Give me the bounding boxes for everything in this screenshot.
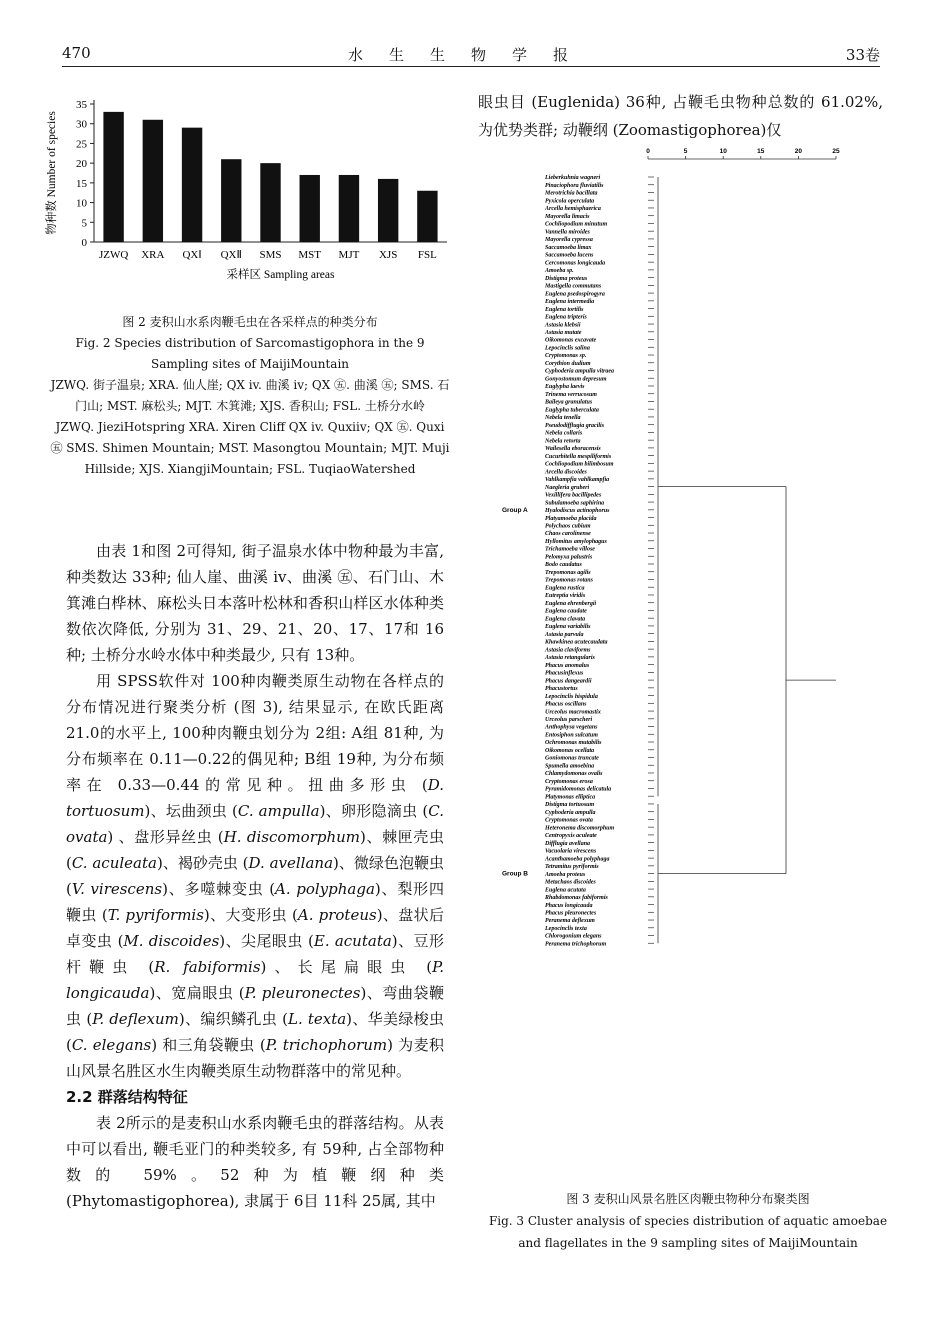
- species-label: Astasia claviforms: [545, 647, 591, 654]
- species-label: Urceolus macromastix: [545, 709, 601, 716]
- bar-FSL: [417, 191, 437, 242]
- species-label: Oikomonas ocellata: [545, 747, 595, 754]
- dendro-tick-label: 0: [646, 148, 650, 155]
- species-label: Urceolus parscheri: [545, 717, 593, 723]
- species-label: Vacuolaria virescens: [545, 848, 597, 855]
- species-label: Pyramidomonas delicatula: [545, 786, 612, 793]
- group-b-label: Group B: [502, 870, 528, 878]
- bar-QXⅡ: [221, 159, 241, 242]
- y-axis-label: 物种数 Number of species: [46, 111, 58, 235]
- species-label: Heteronema discomorphum: [545, 825, 615, 832]
- y-tick-label: 30: [76, 118, 87, 131]
- x-axis-label: 采样区 Sampling areas: [226, 269, 335, 281]
- right-paragraph: 眼虫目 (Euglenida) 36种, 占鞭毛虫物种总数的 61.02%, 为优势类群; 动鞭纲 (Zoomastigophorea)仅: [478, 93, 883, 139]
- species-label: Cochliopodium minutum: [545, 221, 608, 228]
- species-label: Cryptomonas ovata: [545, 817, 593, 824]
- species-label: Saccamoeba limax: [545, 244, 592, 251]
- species-label: Euglena acutata: [545, 887, 586, 894]
- figure-2-caption: [50, 312, 450, 480]
- y-tick-label: 20: [76, 158, 87, 171]
- species-label: Astasia klebsii: [545, 322, 581, 329]
- fig2-abbr-en: JZWQ. JieziHotspring XRA. Xiren Cliff QX iv. Quxiiv; QX ㊄. Quxi ㊄ SMS. Shimen Mountain; MST. Masongtou Mountain; MJT. Muji Hillside; XJS. XiangjiMountain; FSL. TuqiaoWatershed: [50, 420, 450, 476]
- y-tick-label: 15: [76, 177, 87, 190]
- species-label: Nebela collaris: [545, 430, 583, 437]
- species-label: Arcella hemisphaerica: [545, 206, 601, 213]
- paragraph-1: 由表 1和图 2可得知, 街子温泉水体中物种最为丰富, 种类数达 33种; 仙人崖、曲溪 iv、曲溪 ㊄、石门山、木箕滩白桦林、麻松头日本落叶松林和香积山样区水体种类数依次降低, 分别为 31、29、21、20、17、17和 16种; 土桥分水岭水体中种类最少, 只有 13种。: [66, 542, 444, 664]
- species-label: Distigma proteus: [545, 275, 588, 282]
- species-label: Euglena psedospirogyra: [545, 291, 605, 298]
- species-label: Rhabdomonas fabiformis: [545, 895, 608, 902]
- species-label: Phacus dangeardii: [545, 678, 592, 685]
- species-label: Polychaos cubium: [545, 523, 591, 530]
- x-tick-label: QXⅡ: [220, 249, 242, 261]
- dendro-tick-label: 20: [794, 148, 803, 155]
- dendro-tick-label: 15: [757, 148, 765, 155]
- x-tick-label: JZWQ: [98, 249, 129, 261]
- dendro-tick-label: 10: [719, 148, 727, 155]
- species-label: Saccamoeba lucens: [545, 252, 594, 259]
- y-tick-label: 25: [76, 138, 87, 151]
- species-label: Euglena variabilis: [545, 624, 591, 631]
- species-label: Pinaciophora fluviatilis: [545, 182, 604, 189]
- species-label: Cercomonas longicauda: [545, 260, 606, 267]
- species-label: Metachaos discoides: [545, 879, 596, 886]
- species-label: Khawkinea acutecaudata: [545, 639, 608, 646]
- species-label: Cryptomonas sp.: [545, 353, 587, 360]
- species-label: Trichamoeba villose: [545, 546, 595, 553]
- x-tick-label: XRA: [141, 249, 165, 261]
- species-label: Peranema deflexum: [545, 918, 595, 925]
- species-label: Eutreptia viridis: [545, 593, 586, 600]
- species-label: Mayorella cypressa: [545, 237, 593, 244]
- right-column-text: [478, 88, 883, 144]
- species-label: Cyphoderia ampulla: [545, 809, 596, 816]
- left-column-text: [66, 538, 444, 1214]
- species-label: Spumella amoebina: [545, 763, 595, 770]
- species-label: Nebela tenella: [545, 415, 581, 422]
- species-label: Arcella discoides: [545, 469, 587, 476]
- species-label: Vexillifera bacillipedes: [545, 492, 602, 499]
- species-label: Anthophysa vegetans: [545, 724, 598, 731]
- species-label: Phacus oscillans: [545, 701, 587, 708]
- bar-QXⅠ: [182, 128, 202, 242]
- species-label: Phacus pleuronectes: [545, 910, 597, 917]
- x-tick-label: FSL: [417, 249, 437, 261]
- bar-JZWQ: [103, 112, 123, 242]
- species-label: Euglena caudate: [545, 608, 587, 615]
- species-label: Gonyostomum depresum: [545, 376, 607, 383]
- x-tick-label: MST: [298, 249, 322, 261]
- species-label: Phacustortus: [545, 686, 578, 693]
- species-label: Pyxicola operculata: [545, 198, 595, 205]
- species-label: Astasia retangularis: [545, 655, 595, 662]
- species-label: Lieberkuhnia wagneri: [545, 175, 601, 182]
- species-label: Bodo caudatus: [545, 562, 582, 569]
- species-label: Vahlkampfia vahlkampfia: [545, 477, 610, 484]
- species-label: Subulamoeba saphirina: [545, 500, 605, 507]
- species-label: Entosiphon sulcatum: [545, 732, 598, 739]
- species-label: Hyllomitus amylophagus: [545, 538, 607, 545]
- fig2-title-en: Fig. 2 Species distribution of Sarcomastigophora in the 9 Sampling sites of MaijiMountain: [75, 336, 425, 371]
- bar-XJS: [378, 179, 398, 242]
- species-label: Chaos carolinense: [545, 531, 591, 538]
- bar-MST: [300, 175, 320, 242]
- species-label: Merotrichia bacillata: [545, 190, 598, 197]
- volume-number: 33卷: [845, 46, 880, 64]
- species-label: Euglena ehrenbergii: [545, 600, 597, 607]
- x-tick-label: XJS: [378, 249, 398, 261]
- page-number: 470: [62, 44, 91, 62]
- fig2-title-cn: 图 2 麦积山水系肉鞭毛虫在各采样点的种类分布: [122, 315, 378, 329]
- y-tick-label: 10: [76, 197, 87, 210]
- species-label: Wailesella eboracensis: [545, 446, 601, 453]
- x-tick-label: SMS: [259, 249, 282, 261]
- species-label: Pseudodifflugia gracilis: [545, 422, 605, 429]
- species-label: Euglena intermedia: [545, 299, 595, 306]
- species-label: Trepomonas agilis: [545, 569, 591, 576]
- species-label: Hyalodiscus actinophorus: [545, 508, 610, 515]
- species-label: Trepomonas rotans: [545, 577, 593, 584]
- y-tick-label: 35: [76, 99, 87, 111]
- species-label: Centropyxis aculeate: [545, 833, 597, 840]
- species-label: Goniomonas truncate: [545, 755, 599, 762]
- species-label: Corythion dudium: [545, 360, 591, 367]
- species-label: Amoeba proteus: [545, 871, 586, 878]
- species-label: Peranema trichophorum: [545, 941, 607, 948]
- journal-title: 水生生物学报: [347, 46, 594, 64]
- species-label: Mayorella limacis: [545, 213, 590, 220]
- species-label: Astasia parvula: [545, 631, 584, 638]
- species-label: Cyphoderia ampulla vitraea: [545, 368, 614, 375]
- y-tick-label: 5: [81, 217, 87, 230]
- species-label: Vannella miroides: [545, 229, 590, 236]
- species-label: Baileya granulatus: [545, 399, 593, 406]
- group-a-label: Group A: [502, 506, 528, 514]
- fig2-abbr-cn: JZWQ. 街子温泉; XRA. 仙人崖; QX iv. 曲溪 iv; QX ㊄. 曲溪 ㊄; SMS. 石门山; MST. 麻松头; MJT. 木箕滩; XJS. 香积山; FSL. 土桥分水岭: [50, 378, 450, 413]
- species-label: Cochliopodium bilimbosum: [545, 461, 614, 468]
- species-label: Amoeba sp.: [545, 268, 574, 275]
- species-label: Phacus longicauda: [545, 902, 593, 909]
- species-label: Euglena clavata: [545, 616, 586, 623]
- paragraph-3: 表 2所示的是麦积山水系肉鞭毛虫的群落结构。从表中可以看出, 鞭毛亚门的种类较多, 有 59种, 占全部物种数的 59%。52种为植鞭纲种类 (Phytomastigophorea), 隶属于 6目 11科 25属, 其中: [66, 1114, 444, 1210]
- species-label: Astasia mutate: [545, 330, 582, 336]
- species-label: Ochromonas mutabilis: [545, 740, 602, 747]
- species-label: Euglena rustica: [545, 585, 585, 592]
- species-label: Phacus anomalus: [545, 662, 590, 669]
- cluster-dendrogram: [500, 142, 860, 1172]
- species-label: Lepocinclis hispidula: [545, 693, 598, 700]
- species-label: Nebela retorta: [545, 438, 581, 445]
- bar-SMS: [260, 163, 280, 242]
- species-label: Euglypha tuberculata: [545, 407, 599, 414]
- species-bar-chart: [42, 92, 462, 292]
- species-label: Trinema verrucosum: [545, 391, 597, 398]
- figure-3-caption: [478, 1188, 898, 1254]
- y-tick-label: 0: [81, 237, 87, 249]
- species-label: Euglypha laevis: [545, 384, 585, 391]
- fig3-title-cn: 图 3 麦积山风景名胜区肉鞭虫物种分布聚类图: [566, 1192, 810, 1206]
- paragraph-2: 用 SPSS软件对 100种肉鞭类原生动物在各样点的分布情况进行聚类分析 (图 3), 结果显示, 在欧氏距离 21.0的水平上, 100种肉鞭虫划分为 2组: A组 81种, 为分布频率在 0.11—0.22的偶见种; B组 19种, 为分布频率在 0.33—0.44的常见种。扭曲多形虫 (D. tortuosum)、坛曲颈虫 (C. ampulla)、卵形隐滴虫 (C. ovata) 、盘形异丝虫 (H. discomorphum)、棘匣壳虫 (C. aculeata)、褐砂壳虫 (D. avellana)、微绿色泡鞭虫 (V. virescens)、多噬棘变虫 (A. polyphaga)、梨形四鞭虫 (T. pyriformis)、大变形虫 (A. proteus)、盘状后卓变虫 (M. discoides)、尖尾眼虫 (E. acutata)、豆形杆鞭虫 (R. fabiformis)、长尾扁眼虫 (P. longicauda)、宽扁眼虫 (P. pleuronectes)、弯曲袋鞭虫 (P. deflexum)、编织鳞孔虫 (L. texta)、华美绿梭虫 (C. elegans) 和三角袋鞭虫 (P. trichophorum) 为麦积山风景名胜区水生肉鞭类原生动物群落中的常见种。: [66, 672, 444, 1080]
- species-label: Cryptomonas erosa: [545, 778, 593, 785]
- dendro-tick-label: 5: [683, 148, 688, 155]
- species-label: Difflugia avellana: [545, 840, 591, 847]
- bar-MJT: [339, 175, 359, 242]
- species-label: Mastigella commutans: [545, 283, 602, 290]
- fig3-title-en: Fig. 3 Cluster analysis of species distribution of aquatic amoebae and flagellates in the 9 sampling sites of MaijiMountain: [488, 1214, 888, 1250]
- species-label: Platymonas elliptica: [545, 794, 596, 801]
- species-label: Lepocinclis salina: [545, 345, 590, 352]
- species-label: Chlorogonium elegans: [545, 933, 602, 940]
- species-label: Chlamydomonas ovalis: [545, 771, 603, 778]
- species-label: Distigma tortuosum: [545, 802, 595, 809]
- species-label: Tetramitus pyriformis: [545, 864, 599, 871]
- species-label: Euglena tortilis: [545, 306, 584, 313]
- header-rule: [62, 66, 880, 67]
- species-label: Naegleria gruberi: [545, 484, 590, 491]
- species-label: Phacusinflexus: [545, 670, 584, 677]
- section-heading: 2.2 群落结构特征: [66, 1088, 188, 1106]
- species-label: Lepocinclis texta: [545, 925, 587, 932]
- species-label: Acanthamoeba polyphaga: [545, 856, 610, 863]
- species-label: Pelomyxa palustris: [545, 554, 593, 561]
- dendro-tick-label: 25: [832, 148, 840, 155]
- bar-XRA: [143, 120, 163, 242]
- species-label: Platyamoeba placida: [545, 515, 597, 522]
- species-label: Oikomonas excavate: [545, 337, 597, 344]
- x-tick-label: MJT: [338, 249, 360, 261]
- species-label: Euglena tripteris: [545, 314, 587, 321]
- species-label: Cucurbitella mespiliformis: [545, 453, 612, 460]
- x-tick-label: QXⅠ: [182, 249, 202, 261]
